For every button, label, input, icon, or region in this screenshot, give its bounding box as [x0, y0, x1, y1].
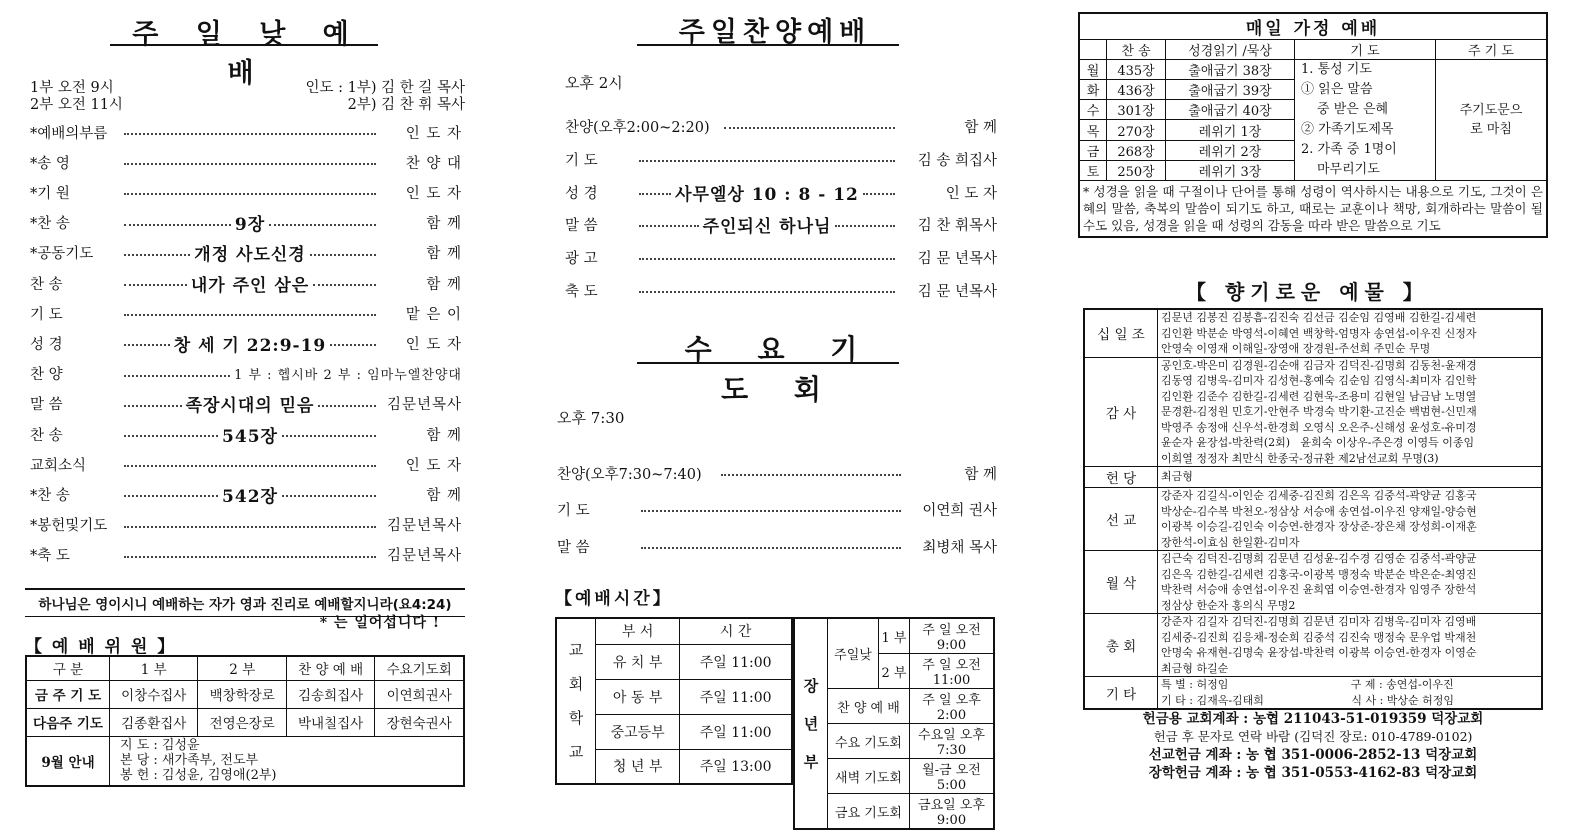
hymn-number: 268장 — [1107, 140, 1166, 160]
title-underline — [637, 362, 899, 364]
committee-cell: 이연희권사 — [375, 680, 464, 708]
offering-names-line: 장한석-이효심 한일환-김미자 — [1161, 535, 1300, 549]
second-service-time: 2부 오전 11시 — [30, 97, 123, 113]
offering-names — [1158, 488, 1543, 551]
order-content: 주인되신 하나님 — [702, 216, 832, 237]
leader-dots — [124, 133, 376, 135]
school-header: 시 간 — [680, 618, 792, 644]
sunday-order-row — [30, 302, 462, 324]
order-person: 인 도 자 — [405, 457, 462, 474]
daily-worship-note: * 성경을 읽을 때 구절이나 단어를 통해 성령이 역사하시는 내용으로 기도, 그것이 은혜의 말씀, 축복의 말씀이 되기도 하고, 때로는 교훈이나 책망, 회개하라는 말씀이 될 수도 있음, 성경을 읽을 때 성령의 감동을 따라 받은 말씀으로 기도 — [1079, 181, 1547, 238]
order-person: 인 도 자 — [405, 185, 462, 202]
order-content: 545장 — [222, 426, 278, 447]
offering-names — [1158, 467, 1543, 488]
order-person: 김문년목사 — [386, 518, 462, 535]
prayer-line: 중 받은 은혜 — [1317, 102, 1389, 117]
leader-dots — [310, 254, 376, 256]
committee-cell: 이창수집사 — [110, 680, 198, 708]
order-label: *송 영 — [30, 155, 70, 172]
offering-names-line: 정삼상 한순자 홍의식 무명2 — [1161, 598, 1296, 612]
order-person: 김 송 희집사 — [917, 152, 997, 169]
prayer-line: 1. 통성 기도 — [1301, 62, 1372, 77]
leader-dots — [639, 193, 671, 195]
prayer-guide — [1295, 60, 1436, 181]
committee-cell: 전영은장로 — [198, 708, 286, 736]
adult-part: 1 부 — [879, 618, 910, 654]
sunday-order-row — [30, 483, 462, 505]
praise-order-row — [565, 181, 997, 203]
offering-category: 십 일 조 — [1084, 309, 1158, 357]
sunday-order-row — [30, 363, 462, 385]
scholarship-account: 장학헌금 계좌 : 농 협 351-0553-4162-83 덕장교회 — [1148, 765, 1478, 781]
school-dept: 중고등부 — [596, 714, 680, 749]
leader-dots — [124, 314, 376, 316]
order-person: 이연희 권사 — [922, 502, 997, 519]
leader-dots — [639, 160, 895, 162]
offering-category: 헌 당 — [1084, 467, 1158, 488]
prayer-line: ② 가족기도제목 — [1301, 122, 1394, 137]
offering-names-line: 김인환 김준수 김한길-김세련 김현욱-조용미 김현일 남금남 노명열 — [1161, 389, 1477, 403]
offering-category: 감 사 — [1084, 357, 1158, 467]
bank-accounts — [1083, 710, 1543, 782]
september-label: 9월 안내 — [26, 736, 110, 786]
adult-service: 새벽 기도회 — [828, 759, 910, 794]
order-label: *봉헌및기도 — [30, 518, 108, 535]
offering-names-line: 안영숙 이영재 이해일-장영애 장경원-주선희 주민순 무명 — [1161, 342, 1431, 355]
day-label: 수 — [1079, 100, 1107, 120]
adult-service: 금요 기도회 — [828, 794, 910, 830]
committee-cell: 김송희집사 — [286, 680, 374, 708]
wednesday-order-row — [557, 535, 997, 557]
offering-category: 월 삭 — [1084, 551, 1158, 614]
praise-time: 오후 2시 — [565, 74, 623, 92]
offering-row — [1084, 614, 1542, 677]
daily-worship-title: 매일 가정 예배 — [1079, 13, 1547, 40]
september-line: 지 도 : 김성윤 — [120, 738, 200, 754]
order-person: 함 께 — [426, 427, 463, 444]
order-label: 말 씀 — [30, 397, 63, 414]
sunday-order-row — [30, 514, 462, 536]
leader-dots — [124, 224, 231, 226]
order-label: 찬 송 — [30, 427, 63, 444]
adult-label-cell — [794, 618, 828, 829]
sunday-order-row — [30, 151, 462, 173]
day-label: 화 — [1079, 80, 1107, 100]
offering-account: 헌금용 교회계좌 : 농협 211043-51-019359 덕장교회 — [1142, 711, 1484, 727]
daily-worship-table — [1078, 12, 1548, 238]
adult-service: 찬 양 예 배 — [828, 689, 910, 724]
order-person: 찬 양 대 — [405, 155, 462, 172]
order-person: 함 께 — [964, 119, 997, 136]
order-label: *축 도 — [30, 548, 70, 565]
offering-names-line: 윤순자 윤장섭-박찬력(2회) 윤희숙 이상우-주은경 이영득 이종임 — [1161, 436, 1475, 449]
prayer-line: 마무리기도 — [1317, 162, 1380, 177]
order-person: 인 도 자 — [945, 185, 998, 202]
lords-prayer-cell — [1436, 60, 1548, 181]
order-content: 542장 — [222, 486, 278, 507]
sunday-order-row — [30, 423, 462, 445]
order-person: 김 찬 휘목사 — [917, 217, 997, 234]
leader-dots — [124, 526, 376, 528]
offering-category: 총 회 — [1084, 614, 1158, 677]
order-label: 성 경 — [565, 185, 598, 202]
school-time: 주일 11:00 — [680, 644, 792, 679]
offering-names-line: 박찬력 서승애 송연섭-이우진 윤희엽 이승연-한경자 임영주 장한석 — [1161, 583, 1477, 596]
offering-names-line: 문경환-김정원 민호기-안현주 박경숙 박기환-고진순 백범현-신민재 — [1161, 405, 1477, 418]
offering-names-line: 공인호-박은미 김경원-김순애 김금자 김덕진-김명희 김동천-윤재경 — [1161, 358, 1477, 372]
bible-reading: 출애굽기 40장 — [1166, 100, 1295, 120]
wednesday-title: 수 요 기 도 회 — [684, 333, 876, 406]
leader-dots — [639, 225, 699, 227]
account-contact-note: 헌금 후 문자로 연락 바람 (김덕진 장로: 010-4789-0102) — [1153, 729, 1473, 744]
offering-names-line: 김동영 김병욱-김미자 김성현-홍예숙 김순임 김영식-최미자 김인학 — [1161, 374, 1477, 387]
offering-row — [1084, 357, 1542, 467]
hymn-number: 270장 — [1107, 120, 1166, 140]
offering-names-line: 박영주 송정애 신우석-한경희 오영식 오은주-신해성 윤성호-유미경 — [1161, 420, 1477, 434]
committee-cell: 박내칠집사 — [286, 708, 374, 736]
wednesday-time: 오후 7:30 — [557, 409, 625, 427]
mission-account: 선교헌금 계좌 : 농 협 351-0006-2852-13 덕장교회 — [1148, 747, 1478, 763]
sunday-order-row — [30, 272, 462, 294]
school-time: 주일 11:00 — [680, 714, 792, 749]
leader-dots — [641, 547, 901, 549]
prayer-line: 2. 가족 중 1명이 — [1301, 142, 1397, 157]
sunday-order-row — [30, 453, 462, 475]
adult-time: 주 일 오후 2:00 — [910, 689, 995, 724]
order-label: 찬 송 — [30, 276, 63, 293]
praise-order-row — [565, 246, 997, 268]
adult-time: 주 일 오전 9:00 — [910, 618, 995, 654]
hymn-number: 250장 — [1107, 160, 1166, 180]
order-person: 김문년목사 — [386, 397, 462, 414]
service-times — [30, 80, 465, 114]
committee-cell: 장현숙권사 — [375, 708, 464, 736]
order-label: 말 씀 — [565, 217, 598, 234]
sunday-order-row — [30, 393, 462, 415]
committee-header: 1 부 — [110, 656, 198, 680]
bible-reading: 출애굽기 39장 — [1166, 80, 1295, 100]
order-label: *공동기도 — [30, 246, 94, 263]
lords-prayer-note: 주기도문으로 마침 — [1459, 103, 1523, 137]
offering-names-line: 이희열 정정자 최만식 한종국-정규환 제2남선교회 무명(3) — [1161, 451, 1439, 465]
offering-names — [1158, 357, 1543, 467]
day-label: 토 — [1079, 160, 1107, 180]
order-label: 기 도 — [30, 306, 63, 323]
bible-reading: 레위기 3장 — [1166, 160, 1295, 180]
offering-names-line: 이광복 이승길-김인숙 이승연-한경자 장상준-장은채 장성희-이재훈 — [1161, 520, 1477, 533]
sunday-order-row — [30, 242, 462, 264]
blank-header — [1079, 40, 1107, 60]
hymn-number: 435장 — [1107, 60, 1166, 80]
school-header: 부 서 — [596, 618, 680, 644]
committee-cell: 김종환집사 — [110, 708, 198, 736]
school-time: 주일 13:00 — [680, 749, 792, 784]
stand-note: * 는 일어섭니다 ! — [319, 615, 440, 631]
praise-order-row — [565, 115, 997, 137]
leader-dots — [639, 258, 895, 260]
leader-dots — [124, 375, 230, 377]
offering-names-line: 강준자 김길식-이인순 김세중-김진희 김은옥 김중석-곽양균 김홍국 — [1161, 489, 1477, 502]
order-label: 기 도 — [557, 502, 590, 519]
order-person: 맡 은 이 — [405, 306, 462, 323]
school-schedule-table — [555, 617, 793, 785]
leader-dots — [124, 556, 376, 558]
offering-names-line: 박상순-김수복 박천오-정삼상 서승애 송연섭-이우진 양재일-양승현 — [1161, 504, 1477, 518]
offering-row — [1084, 309, 1542, 357]
adult-time: 금요일 오후 9:00 — [910, 794, 995, 830]
adult-part: 2 부 — [879, 654, 910, 689]
prayer-line: ① 읽은 말씀 — [1301, 82, 1373, 97]
committee-header: 수요기도회 — [375, 656, 464, 680]
leader-dots — [318, 405, 376, 407]
order-label: 광 고 — [565, 250, 598, 267]
committee-header: 구 분 — [26, 656, 110, 680]
leader-dots — [282, 435, 376, 437]
order-content: 족장시대의 믿음 — [185, 396, 315, 417]
adult-time: 월-금 오전 5:00 — [910, 759, 995, 794]
leader-dots — [282, 495, 376, 497]
bible-reading: 레위기 1장 — [1166, 120, 1295, 140]
offering-names-line: 기 타 : 김재옥-김태희 식 사 : 박상순 허정임 — [1161, 693, 1455, 707]
order-label: 기 도 — [565, 152, 598, 169]
leader-dots — [641, 510, 901, 512]
sunday-service-column — [25, 0, 470, 810]
praise-order-row — [565, 213, 997, 235]
family-worship-and-offerings-column — [1078, 0, 1556, 810]
adult-service: 주일낮 — [828, 618, 879, 689]
order-person: 김문년목사 — [386, 548, 462, 565]
school-time: 주일 11:00 — [680, 679, 792, 714]
day-label: 금 — [1079, 140, 1107, 160]
day-label: 목 — [1079, 120, 1107, 140]
committee-title: 【 예 배 위 원 】 — [25, 637, 177, 657]
hymn-number: 436장 — [1107, 80, 1166, 100]
order-person: 인 도 자 — [405, 125, 462, 142]
offering-names — [1158, 614, 1543, 677]
order-content: 사무엘상 10 : 8 - 12 — [675, 184, 859, 205]
leader-dots — [721, 474, 901, 476]
order-label: 성 경 — [30, 336, 63, 353]
daily-header: 주 기 도 — [1436, 40, 1548, 60]
leader-dots — [124, 435, 218, 437]
committee-table — [25, 655, 465, 787]
offering-names-line: 김문년 김봉진 김봉흠-김진숙 김선금 김순임 김영배 김한길-김세련 — [1161, 311, 1477, 324]
offering-names-line: 안명숙 유재현-김명숙 윤장섭-박찬력 이광복 이승연-한경자 이영순 — [1161, 646, 1477, 659]
offering-row — [1084, 551, 1542, 614]
order-person: 인 도 자 — [405, 336, 462, 353]
praise-and-wednesday-column — [555, 0, 1010, 828]
order-label: 찬양(오후2:00~2:20) — [565, 119, 710, 136]
september-info — [110, 736, 465, 786]
order-person: 함 께 — [426, 487, 463, 504]
order-label: 찬 양 — [30, 367, 63, 384]
order-label: *찬 송 — [30, 487, 70, 504]
order-label: 찬양(오후7:30~7:40) — [557, 466, 702, 483]
offering-names-line: 김은옥 김한길-김세련 김홍국-이광복 맹정숙 박분순 박은순-최영진 — [1161, 567, 1477, 581]
day-label: 월 — [1079, 60, 1107, 80]
adult-time: 수요일 오후 7:30 — [910, 724, 995, 759]
order-content: 9장 — [234, 215, 266, 236]
september-line: 본 당 : 새가족부, 전도부 — [120, 753, 259, 769]
order-person: 함 께 — [964, 466, 997, 483]
committee-row-label: 다음주 기도 — [26, 708, 110, 736]
offering-names-line: 최금형 — [1161, 470, 1193, 484]
school-label-cell — [556, 618, 596, 784]
adult-schedule-table — [793, 617, 995, 830]
school-dept: 아 동 부 — [596, 679, 680, 714]
daily-header: 성경읽기 /묵상 — [1166, 40, 1295, 60]
order-person: 함 께 — [426, 246, 463, 263]
offerings-title: 【 향기로운 예물 】 — [1186, 280, 1429, 304]
praise-order-row — [565, 148, 997, 170]
order-content: 내가 주인 삼은 — [190, 275, 310, 296]
committee-row-label: 금 주 기 도 — [26, 680, 110, 708]
offering-names — [1158, 677, 1543, 710]
wednesday-order-row — [557, 462, 997, 484]
committee-header: 2 부 — [198, 656, 286, 680]
offering-row — [1084, 467, 1542, 488]
leader-dots — [124, 254, 190, 256]
daily-header: 찬 송 — [1107, 40, 1166, 60]
leader-dots — [835, 225, 895, 227]
first-service-time: 1부 오전 9시 — [30, 80, 114, 96]
leader-dots — [124, 284, 187, 286]
offering-names-line: 김세중-김진희 김응채-정순희 김중석 김진숙 맹정숙 문우업 박재천 — [1161, 630, 1477, 644]
wednesday-order-row — [557, 498, 997, 520]
leader-dots — [269, 224, 376, 226]
school-label: 교회학교 — [568, 641, 584, 761]
leader-dots — [330, 344, 376, 346]
bible-reading: 레위기 2장 — [1166, 140, 1295, 160]
title-underline — [110, 44, 378, 46]
sunday-order-row — [30, 332, 462, 354]
title-underline — [637, 44, 899, 46]
sunday-order-row — [30, 544, 462, 566]
adult-label: 장년부 — [803, 676, 819, 771]
schedule-title: 【예배시간】 — [555, 589, 673, 609]
order-person: 함 께 — [426, 216, 463, 233]
offering-row — [1084, 488, 1542, 551]
sunday-order-row — [30, 181, 462, 203]
offering-category: 선 교 — [1084, 488, 1158, 551]
order-label: 축 도 — [565, 283, 598, 300]
order-person: 김 문 년목사 — [917, 283, 997, 300]
leader-dots — [124, 193, 376, 195]
leader-dots — [724, 127, 895, 129]
september-line: 봉 헌 : 김성윤, 김영애(2부) — [120, 768, 277, 784]
leader-dots — [124, 344, 170, 346]
offering-row — [1084, 677, 1542, 710]
adult-time: 주 일 오전 11:00 — [910, 654, 995, 689]
leader-dots — [124, 405, 182, 407]
offering-names-line: 최금형 하길순 — [1161, 661, 1229, 675]
order-person: 김 문 년목사 — [917, 250, 997, 267]
offering-names-line: 김인환 박분순 박영석-이혜연 백창학-엄명자 송연섭-이우진 신정자 — [1161, 326, 1477, 340]
committee-cell: 백창학장로 — [198, 680, 286, 708]
sunday-service-title: 주 일 낮 예 배 — [132, 19, 363, 89]
offering-names-line: 강준자 김길자 김덕진-김명희 김문년 김미자 김병욱-김미자 김영배 — [1161, 615, 1477, 628]
sunday-order-row — [30, 121, 462, 143]
leader-info-2: 2부) 김 찬 휘 목사 — [347, 97, 465, 113]
order-label: 말 씀 — [557, 539, 590, 556]
offerings-table — [1083, 308, 1543, 710]
scripture-verse: 하나님은 영이시니 예배하는 자가 영과 진리로 예배할지니라(요4:24) — [38, 597, 452, 613]
leader-info-1: 인도 : 1부) 김 한 길 목사 — [305, 80, 465, 96]
praise-order-row — [565, 279, 997, 301]
school-dept: 유 치 부 — [596, 644, 680, 679]
order-person: 함 께 — [426, 276, 462, 293]
leader-dots — [124, 465, 376, 467]
daily-header: 기 도 — [1295, 40, 1436, 60]
order-content: 1 부 : 헵시바 2 부 : 임마누엘찬양대 — [234, 368, 462, 384]
leader-dots — [124, 163, 376, 165]
leader-dots — [124, 495, 218, 497]
hymn-number: 301장 — [1107, 100, 1166, 120]
offering-names-line: 김근숙 김덕진-김명희 김문년 김성윤-김수경 김영순 김중석-곽양균 — [1161, 552, 1477, 565]
adult-service: 수요 기도회 — [828, 724, 910, 759]
school-dept: 청 년 부 — [596, 749, 680, 784]
order-person: 최병채 목사 — [922, 539, 997, 556]
order-label: *기 원 — [30, 185, 70, 202]
order-content: 개정 사도신경 — [194, 245, 306, 266]
offering-names — [1158, 551, 1543, 614]
leader-dots — [313, 284, 376, 286]
offering-names — [1158, 309, 1543, 357]
sunday-order-row — [30, 212, 462, 234]
offering-category: 기 타 — [1084, 677, 1158, 710]
praise-service-title: 주일찬양예배 — [678, 17, 872, 48]
leader-dots — [639, 291, 895, 293]
offering-names-line: 특 별 : 허정임 구 제 : 송연섭-이우진 — [1161, 678, 1454, 691]
order-label: *찬 송 — [30, 216, 70, 233]
leader-dots — [863, 193, 895, 195]
order-content: 창 세 기 22:9-19 — [173, 335, 327, 356]
order-label: *예배의부름 — [30, 125, 108, 142]
committee-header: 찬 양 예 배 — [286, 656, 374, 680]
order-label: 교회소식 — [30, 457, 87, 474]
bible-reading: 출애굽기 38장 — [1166, 60, 1295, 80]
